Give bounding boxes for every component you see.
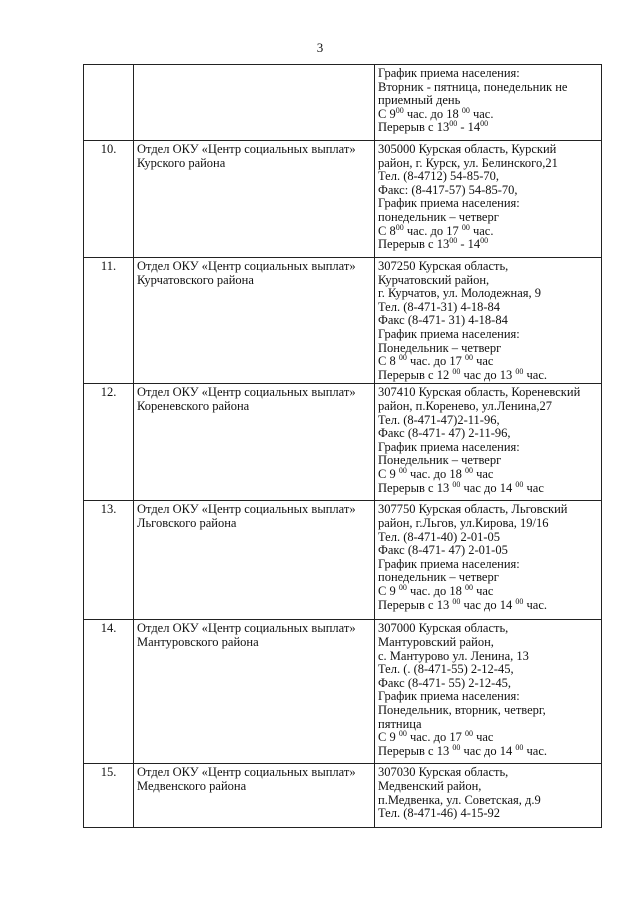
contact-line: Тел. (8-471-40) 2-01-05 [378,529,501,544]
contact-line: Тел. (8-471-31) 4-18-84 [378,299,501,314]
contact-line: Перерыв с 13 $^{00}$ час до 14 $^{00}$ час [378,479,544,495]
contact-line: График приема населения: [378,439,520,454]
office-contact-cell [375,141,602,258]
contact-line: Факс (8-471- 31) 4-18-84 [378,313,508,328]
contact-line: п.Медвенка, ул. Советская, д.9 [378,792,541,807]
contact-line: Факс (8-471- 47) 2-11-96, [378,426,511,441]
contact-line: район, г. Курск, ул. Белинского,21 [378,155,558,170]
office-name-line: Курского района [137,155,226,170]
contact-line: пятница [378,716,422,731]
contact-line: с. Мантурово ул. Ленина, 13 [378,648,529,663]
contact-line: График приема населения: [378,689,520,704]
office-contact-cell [375,501,602,620]
office-name-line: Отдел ОКУ «Центр социальных выплат» [137,142,356,156]
contact-line: 307750 Курская область, Льговский [378,502,568,517]
contact-line: 307030 Курская область, [378,765,509,780]
contact-line: г. Курчатов, ул. Молодежная, 9 [378,286,542,301]
office-contact-cell [375,764,602,828]
office-name-line: Отдел ОКУ «Центр социальных выплат» [137,765,356,780]
contact-line: Мантуровский район, [378,634,494,649]
contact-line: График приема населения: [378,556,520,571]
contact-line: График приема населения: [378,196,520,211]
office-name-cell [134,384,375,501]
contact-line: 307250 Курская область, [378,259,509,273]
contact-line: С 8 $^{00}$ час. до 17 $^{00}$ час [378,353,494,369]
office-name-line: Курчатовского района [137,272,254,287]
table-row [84,620,602,764]
office-name-cell [134,258,375,384]
contact-line: понедельник – четверг [378,209,499,224]
contact-line: 305000 Курская область, Курский [378,142,557,156]
contact-line: район, г.Льгов, ул.Кирова, 19/16 [378,515,549,530]
table-row-continuation [84,65,602,141]
contact-line: С 9 $^{00}$ час. до 17 $^{00}$ час [378,729,494,745]
contact-line: Тел. (. (8-471-55) 2-12-45, [378,662,514,677]
contact-line: 307410 Курская область, Кореневский [378,385,581,400]
office-name-cell [134,65,375,141]
row-number-cell: 14. [84,620,134,764]
row-number-cell: 13. [84,501,134,620]
row-number-cell: 15. [84,764,134,828]
table-row [84,384,602,501]
office-name-line: Отдел ОКУ «Центр социальных выплат» [137,385,356,400]
office-name-cell [134,141,375,258]
table-row [84,764,602,828]
contact-line: Курчатовский район, [378,272,490,287]
row-number-cell: 12. [84,384,134,501]
contact-line: Понедельник – четверг [378,340,502,355]
office-contact-cell [375,258,602,384]
contact-line: Тел. (8-471-46) 4-15-92 [378,806,501,821]
contact-line: 307000 Курская область, [378,621,509,636]
contact-line: Понедельник – четверг [378,453,502,468]
contact-line: Факс (8-471- 47) 2-01-05 [378,543,508,558]
contact-line: Медвенский район, [378,778,482,793]
contact-line: Факс (8-471- 55) 2-12-45, [378,675,511,690]
table-row [84,141,602,258]
contact-line: С 9 $^{00}$ час. до 18 $^{00}$ час [378,465,494,481]
office-contact-cell [375,620,602,764]
contact-line: Тел. (8-471-47)2-11-96, [378,412,500,427]
office-name-cell [134,620,375,764]
office-name-line: Медвенского района [137,778,247,793]
contact-line: Перерыв с $13^{00} - 14^{00}$ [378,119,489,135]
office-name-cell [134,764,375,828]
office-name-cell [134,501,375,620]
office-name-line: Отдел ОКУ «Центр социальных выплат» [137,259,356,273]
offices-table [83,64,602,828]
row-number-cell [84,65,134,141]
office-name-line: Отдел ОКУ «Центр социальных выплат» [137,502,356,517]
office-name-line: Мантуровского района [137,634,259,649]
contact-line: Перерыв с $13^{00} - 14^{00}$ [378,236,489,252]
table-row [84,501,602,620]
row-number-cell: 10. [84,141,134,258]
contact-line: район, п.Коренево, ул.Ленина,27 [378,398,553,413]
office-name-line: Отдел ОКУ «Центр социальных выплат» [137,621,356,636]
contact-line: приемный день [378,93,461,108]
contact-line: понедельник – четверг [378,570,499,585]
contact-line: С $8^{00}$ час. до 17 $^{00}$ час. [378,222,494,238]
office-contact-cell [375,65,602,141]
office-name-line: Льговского района [137,515,237,530]
contact-line: Вторник - пятница, понедельник не [378,79,568,94]
contact-line: График приема населения: [378,326,520,341]
contact-line: График приема населения: [378,66,520,80]
row-number-cell: 11. [84,258,134,384]
contact-line: Тел. (8-4712) 54-85-70, [378,169,500,184]
contact-line: С 9 $^{00}$ час. до 18 $^{00}$ час [378,582,494,598]
page-number: 3 [316,40,324,55]
contact-line: Факс: (8-417-57) 54-85-70, [378,182,518,197]
contact-line: Понедельник, вторник, четверг, [378,702,546,717]
contact-line: Перерыв с 12 $^{00}$ час до 13 $^{00}$ час. [378,366,547,382]
office-name-line: Кореневского района [137,398,250,413]
office-contact-cell [375,384,602,501]
contact-line: С $9^{00}$ час. до 18 $^{00}$ час. [378,105,494,121]
table-row [84,258,602,384]
contact-line: Перерыв с 13 $^{00}$ час до 14 $^{00}$ час. [378,596,547,612]
contact-line: Перерыв с 13 $^{00}$ час до 14 $^{00}$ час. [378,742,547,758]
